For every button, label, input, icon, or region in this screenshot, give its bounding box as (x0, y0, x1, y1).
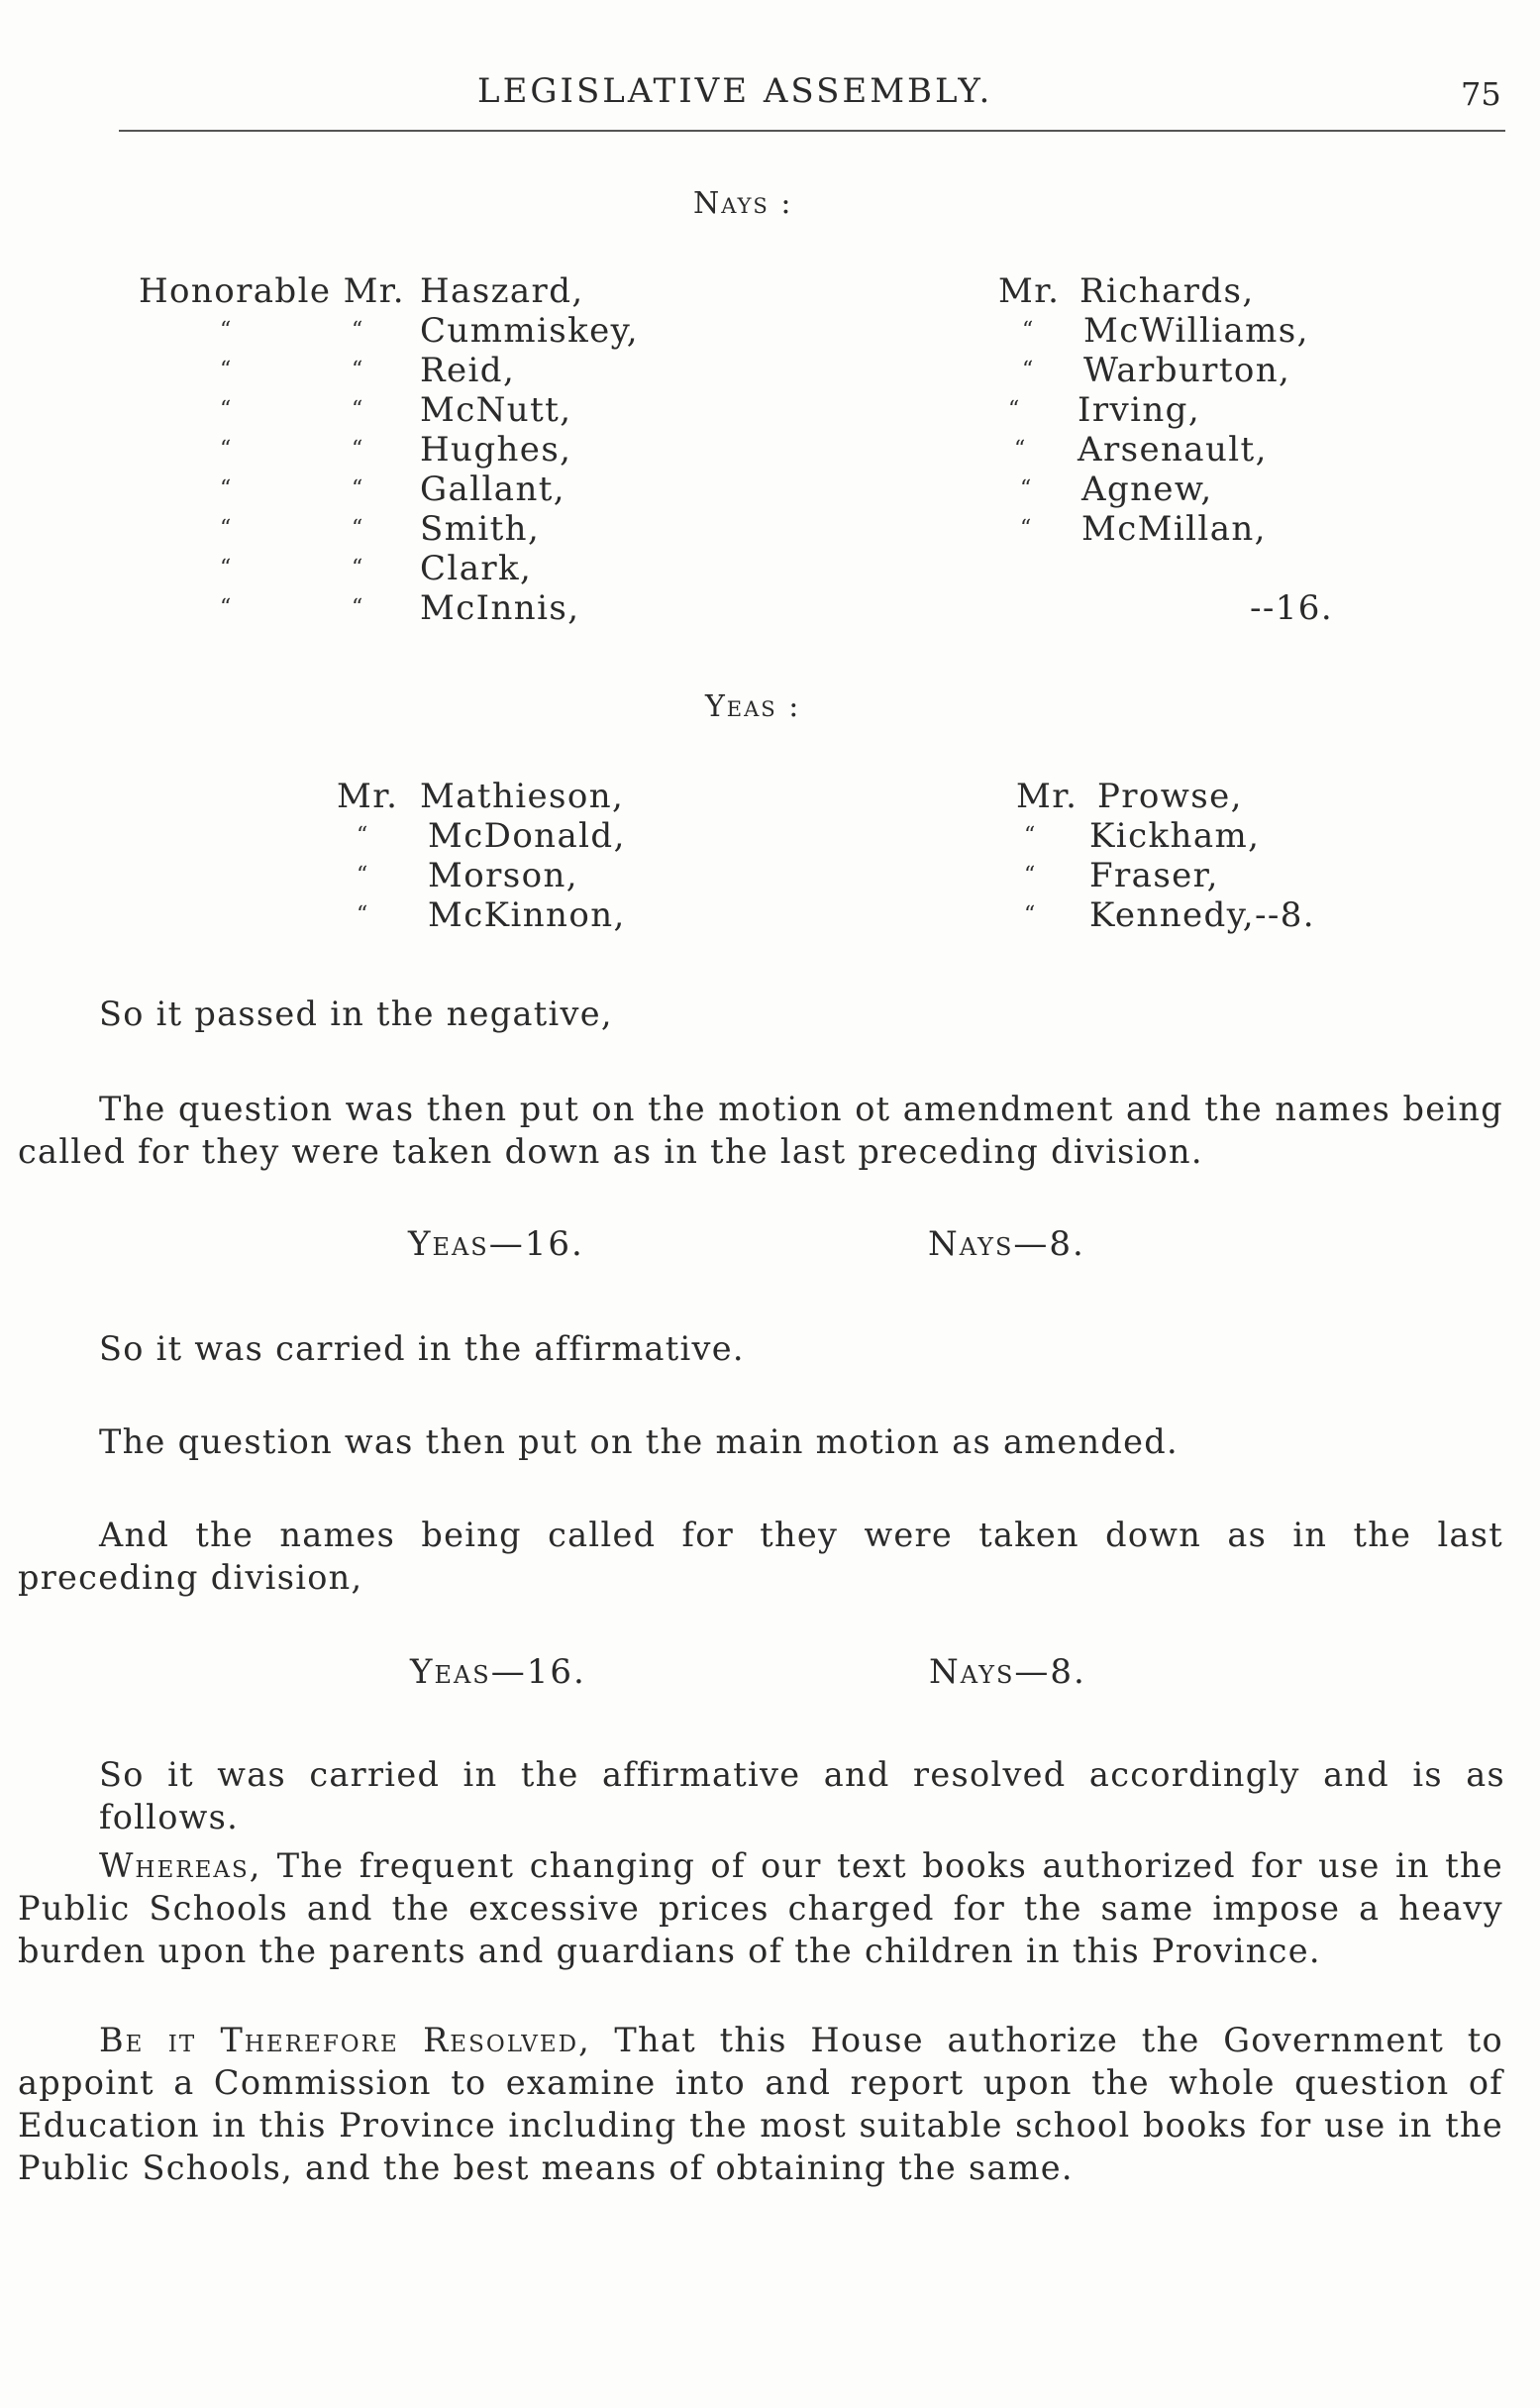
member-name: McKinnon, (428, 895, 626, 935)
paragraph-amendment-question (18, 1088, 1503, 1173)
ditto-mark: “ (220, 556, 234, 580)
member-name: Cummiskey, (420, 311, 639, 351)
ditto-mark: “ (1008, 397, 1022, 422)
paragraph-text: So it was carried in the affirmative and resolved accordingly and is as follows. (99, 1755, 1505, 1836)
paragraph-carried-affirmative (99, 1327, 1486, 1370)
ditto-mark: “ (220, 318, 234, 343)
resolved-body: That this House authorize the Government to appoint a Commission to examine into and report upon the whole question of Education in this Province including the most suitable school books for use in the Public Schools, and the best means of obtaining the same. (18, 2021, 1503, 2187)
paragraph-text: And the names being called for they were taken down as in the last preceding division, (18, 1516, 1503, 1597)
ditto-mark: “ (1024, 902, 1038, 927)
ditto-mark: “ (352, 476, 365, 501)
ditto-mark: “ (1024, 823, 1038, 848)
mr-prefix: Mr. (337, 777, 399, 816)
ditto-mark: “ (352, 437, 365, 462)
whereas-lead: Whereas, (99, 1846, 262, 1885)
member-name: Kickham, (1089, 816, 1261, 856)
paragraph-resolved-accordingly (99, 1753, 1505, 1838)
member-name: McWilliams, (1083, 311, 1309, 351)
tally-yeas-2: Yeas—16. (410, 1652, 586, 1692)
whereas-body: The frequent changing of our text books authorized for use in the Public Schools and the excessive prices charged for the same impose a heavy burden upon the parents and guardians of the children in this Province. (18, 1846, 1503, 1970)
ditto-mark: “ (220, 437, 234, 462)
honorable-prefix: Honorable Mr. (139, 271, 405, 311)
paragraph-text: So it passed in the negative, (99, 995, 613, 1033)
nays-heading: Nays : (693, 186, 793, 221)
ditto-mark: “ (352, 556, 365, 580)
ditto-mark: “ (1022, 318, 1036, 343)
nays-total: --16. (1250, 588, 1334, 628)
ditto-mark: “ (352, 595, 365, 620)
member-name: Irving, (1078, 390, 1201, 430)
ditto-mark: “ (1024, 863, 1038, 888)
header-rule (119, 130, 1505, 132)
ditto-mark: “ (220, 516, 234, 541)
member-name: Mathieson, (420, 777, 625, 816)
member-name: McMillan, (1081, 509, 1267, 549)
yeas-heading: Yeas : (705, 689, 801, 724)
paragraph-main-motion (99, 1420, 1486, 1463)
tally-nays-1: Nays—8. (928, 1224, 1085, 1264)
paragraph-whereas (18, 1844, 1503, 1972)
member-name: Arsenault, (1078, 430, 1268, 470)
paragraph-be-it-resolved (18, 2019, 1503, 2189)
ditto-mark: “ (352, 516, 365, 541)
member-name: Agnew, (1081, 470, 1213, 509)
member-name: Haszard, (420, 271, 584, 311)
paragraph-text: So it was carried in the affirmative. (99, 1329, 745, 1368)
mr-prefix: Mr. (1016, 777, 1078, 816)
running-header: LEGISLATIVE ASSEMBLY. (477, 71, 993, 111)
ditto-mark: “ (220, 397, 234, 422)
paragraph-text (18, 1844, 1503, 1972)
resolved-lead: Be it Therefore Resolved, (99, 2021, 591, 2059)
member-name: Prowse, (1097, 777, 1243, 816)
member-name: McInnis, (420, 588, 580, 628)
member-name: Hughes, (420, 430, 572, 470)
ditto-mark: “ (352, 397, 365, 422)
member-name: Reid, (420, 351, 516, 390)
ditto-mark: “ (1014, 437, 1028, 462)
tally-yeas-1: Yeas—16. (408, 1224, 584, 1264)
page-number: 75 (1461, 75, 1501, 113)
member-name: Smith, (420, 509, 541, 549)
ditto-mark: “ (1020, 476, 1034, 501)
ditto-mark: “ (1020, 516, 1034, 541)
mr-prefix: Mr. (998, 271, 1061, 311)
member-name: Clark, (420, 549, 533, 588)
member-name: Morson, (428, 856, 578, 895)
ditto-mark: “ (357, 863, 370, 888)
paragraph-text (18, 2019, 1503, 2189)
ditto-mark: “ (220, 476, 234, 501)
ditto-mark: “ (357, 823, 370, 848)
paragraph-text: The question was then put on the main motion as amended. (99, 1422, 1179, 1461)
member-name: Fraser, (1089, 856, 1219, 895)
member-name: Warburton, (1083, 351, 1291, 390)
member-name: McNutt, (420, 390, 572, 430)
paragraph-passed-negative (99, 993, 1486, 1035)
paragraph-names-called (18, 1514, 1503, 1599)
ditto-mark: “ (357, 902, 370, 927)
member-name: Gallant, (420, 470, 566, 509)
ditto-mark: “ (220, 358, 234, 382)
paragraph-text: The question was then put on the motion ot amendment and the names being called for they were taken down as in the last preceding division. (18, 1090, 1503, 1171)
ditto-mark: “ (352, 358, 365, 382)
ditto-mark: “ (1022, 358, 1036, 382)
member-name: Richards, (1079, 271, 1255, 311)
member-name: McDonald, (428, 816, 626, 856)
member-name: Kennedy,--8. (1089, 895, 1316, 935)
ditto-mark: “ (220, 595, 234, 620)
ditto-mark: “ (352, 318, 365, 343)
tally-nays-2: Nays—8. (929, 1652, 1086, 1692)
